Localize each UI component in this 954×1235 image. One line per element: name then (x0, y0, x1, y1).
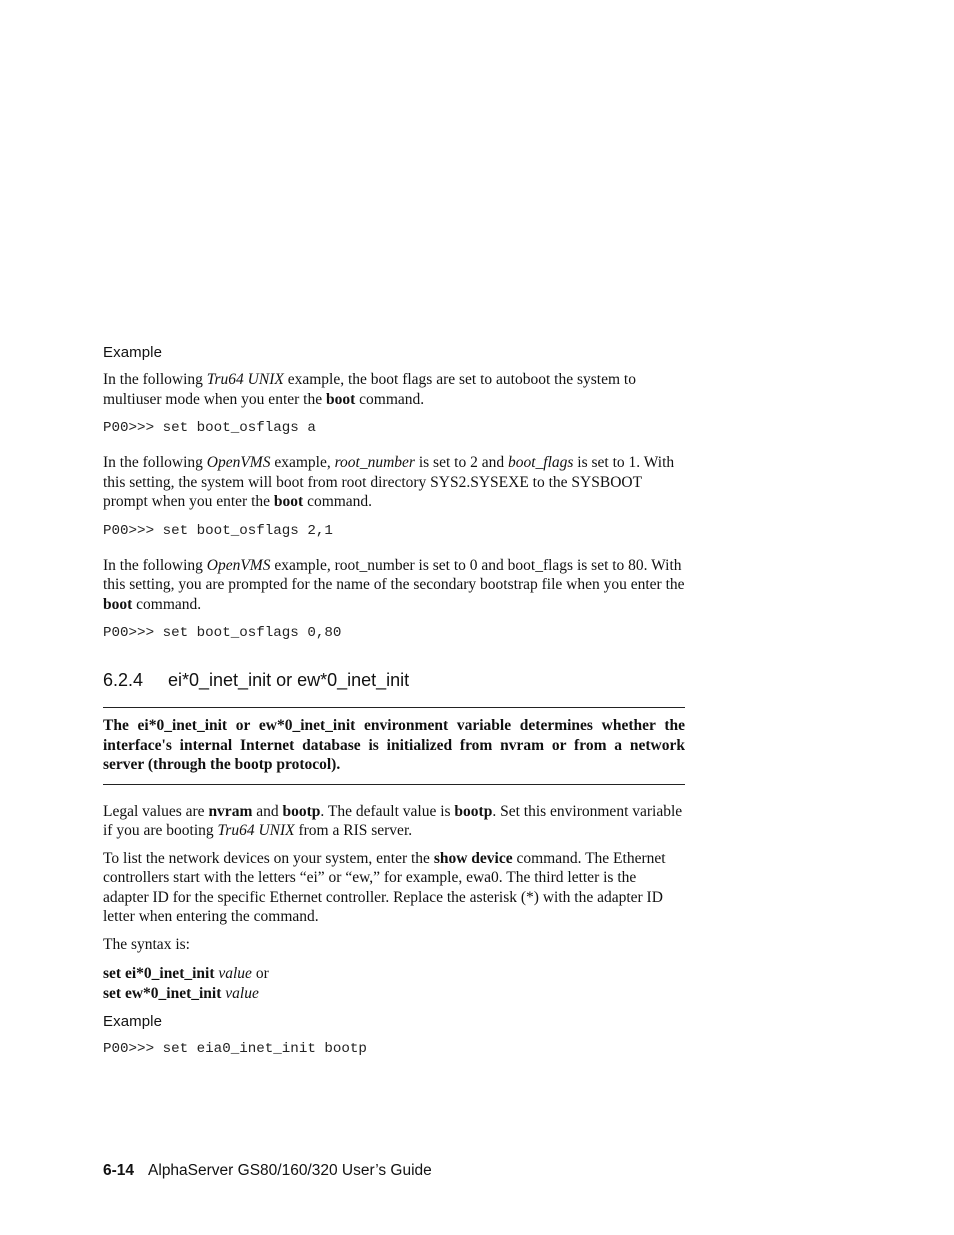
summary-text: The ei*0_inet_init or ew*0_inet_init environment variable determines whether the interface's internal Internet database is initialized from nvram or from a network server (through the bootp protocol). (103, 717, 685, 773)
text: or (251, 965, 269, 982)
text: and (252, 802, 283, 820)
italic-text: OpenVMS (206, 454, 271, 471)
section-title: ei*0_inet_init or ew*0_inet_init (168, 670, 410, 690)
text: To list the network devices on your system, enter the (103, 849, 434, 867)
bold-text: boot (273, 493, 304, 510)
italic-text: Tru64 UNIX (206, 371, 284, 388)
syntax-intro: The syntax is: (103, 935, 190, 953)
text: In the following (103, 556, 207, 574)
text: In the following (103, 454, 207, 471)
example-heading: Example (103, 344, 163, 361)
paragraph-legal-values (103, 802, 685, 841)
code-example-3: P00>>> set boot_osflags 0,80 (103, 625, 342, 641)
text: . Set this environment variable if you are booting (103, 802, 683, 839)
summary-box (103, 707, 685, 785)
italic-text: boot_flags (507, 454, 574, 471)
paragraph-tru64-example (103, 370, 685, 409)
text: command. (132, 595, 202, 613)
document-title: AlphaServer GS80/160/320 User’s Guide (148, 1162, 432, 1179)
text: command. (355, 390, 425, 408)
paragraph-openvms-example-1 (103, 453, 685, 512)
bold-text: bootp (282, 802, 321, 820)
text: command. The Ethernet controllers start with the letters “ei” or “ew,” for example, ewa0. The third letter is the adapter ID for the specific Ethernet controller. Replace the asterisk (*) with the adapter ID letter when entering the command. (103, 849, 666, 925)
syntax-command: set ei*0_inet_init (103, 965, 215, 982)
text: example, the boot flags are set to autoboot the system to multiuser mode when you enter the (103, 371, 636, 408)
page-content (103, 344, 685, 1074)
italic-text: root_number (334, 454, 415, 471)
text: Legal values are (103, 802, 209, 820)
syntax-argument: value (225, 984, 259, 1002)
section-number: 6.2.4 (103, 670, 144, 690)
code-example-1: P00>>> set boot_osflags a (103, 420, 316, 436)
section-heading (103, 670, 685, 691)
syntax-line-2 (103, 984, 685, 1004)
text: In the following (103, 371, 207, 388)
text: is set to 2 and (414, 454, 508, 471)
syntax-command: set ew*0_inet_init (103, 984, 222, 1002)
text: is set to 1. With this setting, the system will boot from root directory SYS2.SYSEXE to the SYSBOOT prompt when you enter the (103, 454, 675, 510)
syntax-argument: value (218, 965, 252, 982)
text: . The default value is (320, 802, 455, 820)
bold-text: nvram (208, 802, 253, 820)
page-number: 6-14 (103, 1162, 135, 1179)
bold-text: boot (325, 390, 356, 408)
example-heading-2: Example (103, 1013, 163, 1030)
italic-text: OpenVMS (206, 556, 271, 574)
code-example-2: P00>>> set boot_osflags 2,1 (103, 522, 333, 539)
bold-text: boot (103, 595, 133, 613)
bold-text: bootp (454, 802, 493, 820)
paragraph-openvms-example-2 (103, 556, 685, 615)
syntax-block (103, 964, 685, 1003)
text: from a RIS server. (294, 822, 413, 839)
syntax-line-1 (103, 964, 685, 984)
text: example, root_number is set to 0 and boot_flags is set to 80. With this setting, you are prompted for the name of the secondary bootstrap file when you enter the (103, 556, 685, 593)
text: example, (270, 454, 335, 471)
italic-text: Tru64 UNIX (217, 822, 295, 839)
code-example-4: P00>>> set eia0_inet_init bootp (103, 1041, 367, 1057)
text: command. (303, 493, 373, 510)
page-footer (103, 1162, 432, 1180)
bold-text: show device (433, 849, 513, 867)
paragraph-network-devices (103, 849, 685, 927)
